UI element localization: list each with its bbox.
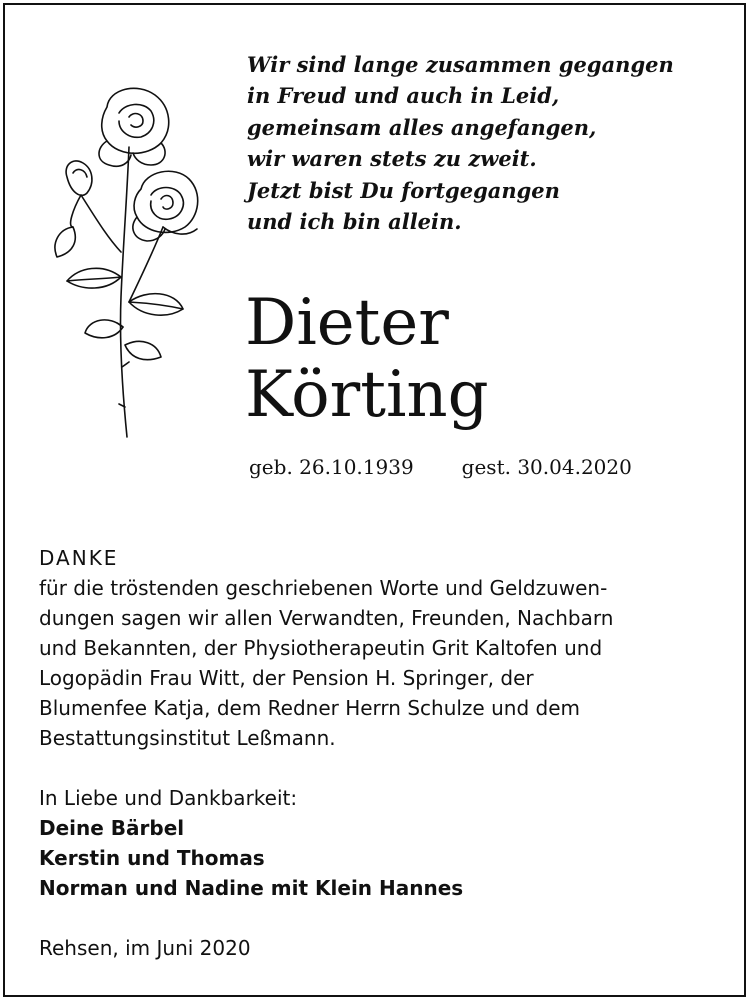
birth-date: geb. 26.10.1939 bbox=[249, 455, 414, 479]
thanks-line: und Bekannten, der Physiotherapeutin Grit Kaltofen und bbox=[39, 636, 603, 660]
obituary-frame bbox=[3, 3, 746, 997]
first-name: Dieter bbox=[245, 286, 449, 360]
thanks-line: Blumenfee Katja, dem Redner Herrn Schulze und dem bbox=[39, 696, 580, 720]
thanks-section bbox=[39, 543, 729, 963]
signature-intro: In Liebe und Dankbarkeit: bbox=[39, 786, 298, 810]
signature-name: Norman und Nadine mit Klein Hannes bbox=[39, 876, 464, 900]
poem-line: Jetzt bist Du fortgegangen bbox=[247, 177, 560, 203]
thanks-heading: DANKE bbox=[39, 546, 119, 570]
poem-line: und ich bin allein. bbox=[247, 209, 462, 235]
life-dates bbox=[249, 453, 729, 481]
thanks-line: Bestattungsinstitut Leßmann. bbox=[39, 726, 336, 750]
signature-name: Kerstin und Thomas bbox=[39, 846, 265, 870]
spacer bbox=[39, 753, 729, 783]
thanks-line: Logopädin Frau Witt, der Pension H. Springer, der bbox=[39, 666, 534, 690]
poem-line: wir waren stets zu zweit. bbox=[247, 146, 537, 172]
last-name: Körting bbox=[245, 358, 489, 432]
poem bbox=[247, 49, 717, 237]
death-date: gest. 30.04.2020 bbox=[461, 455, 632, 479]
poem-line: in Freud und auch in Leid, bbox=[247, 83, 560, 109]
signature-name: Deine Bärbel bbox=[39, 816, 185, 840]
place-date: Rehsen, im Juni 2020 bbox=[39, 936, 251, 960]
thanks-line: dungen sagen wir allen Verwandten, Freunden, Nachbarn bbox=[39, 606, 614, 630]
thanks-line: für die tröstenden geschriebenen Worte und Geldzuwen- bbox=[39, 576, 608, 600]
rose-illustration bbox=[37, 77, 205, 442]
deceased-name bbox=[245, 287, 725, 431]
poem-line: Wir sind lange zusammen gegangen bbox=[247, 52, 674, 77]
spacer bbox=[39, 903, 729, 933]
poem-line: gemeinsam alles angefangen, bbox=[247, 114, 597, 140]
